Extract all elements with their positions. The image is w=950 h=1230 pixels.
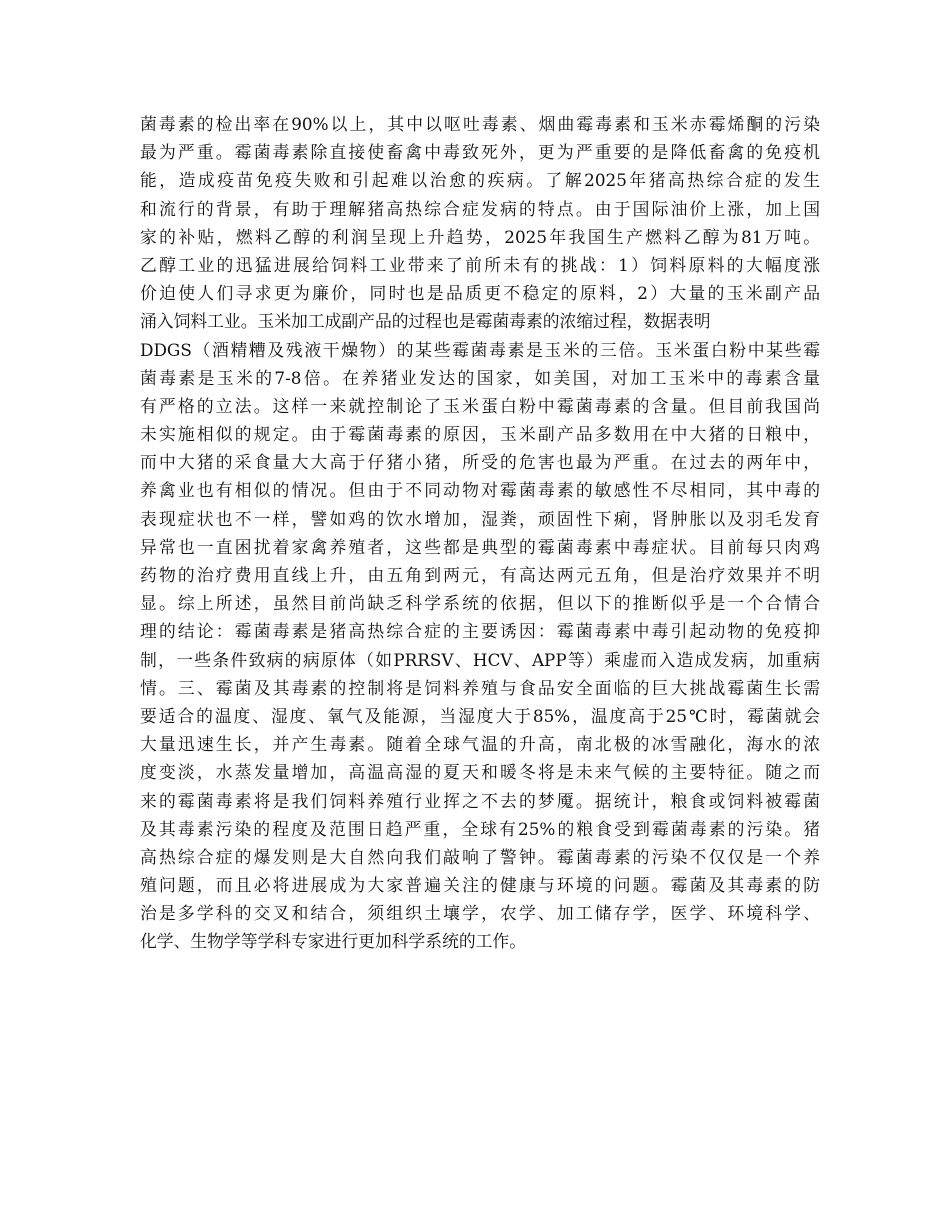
text-line: 制，一些条件致病的病原体（如PRRSV、HCV、APP等）乘虚而入造成发病，加重病	[140, 649, 820, 670]
text-line: 化学、生物学等学科专家进行更加科学系统的工作。	[140, 931, 526, 952]
text-line: 养禽业也有相似的情况。但由于不同动物对霉菌毒素的敏感性不尽相同，其中毒的	[140, 480, 820, 501]
text-line: 高热综合症的爆发则是大自然向我们敲响了警钟。霉菌毒素的污染不仅仅是一个养	[140, 846, 820, 867]
text-line: 未实施相似的规定。由于霉菌毒素的原因，玉米副产品多数用在中大猪的日粮中，	[140, 424, 820, 445]
text-line: 度变淡，水蒸发量增加，高温高湿的夏天和暖冬将是未来气候的主要特征。随之而	[140, 762, 820, 783]
text-line: DDGS（酒精糟及残液干燥物）的某些霉菌毒素是玉米的三倍。玉米蛋白粉中某些霉	[140, 339, 820, 360]
text-line: 理的结论：霉菌毒素是猪高热综合症的主要诱因：霉菌毒素中毒引起动物的免疫抑	[140, 621, 820, 642]
text-line: 要适合的温度、湿度、氧气及能源，当湿度大于85%，温度高于25℃时，霉菌就会	[140, 705, 820, 726]
text-line: 显。综上所述，虽然目前尚缺乏科学系统的依据，但以下的推断似乎是一个合情合	[140, 593, 820, 614]
text-line: 大量迅速生长，并产生毒素。随着全球气温的升高，南北极的冰雪融化，海水的浓	[140, 734, 820, 755]
text-line: 价迫使人们寻求更为廉价，同时也是品质更不稳定的原料，2）大量的玉米副产品	[140, 283, 820, 304]
text-line: 菌毒素的检出率在90%以上，其中以呕吐毒素、烟曲霉毒素和玉米赤霉烯酮的污染	[140, 114, 820, 134]
text-line: 涌入饲料工业。玉米加工成副产品的过程也是霉菌毒素的浓缩过程，数据表明	[140, 311, 711, 332]
text-line: 而中大猪的采食量大大高于仔猪小猪，所受的危害也最为严重。在过去的两年中，	[140, 452, 820, 473]
text-line: 情。三、霉菌及其毒素的控制将是饲料养殖与食品安全面临的巨大挑战霉菌生长需	[140, 677, 820, 698]
text-line: 菌毒素是玉米的7-8倍。在养猪业发达的国家，如美国，对加工玉米中的毒素含量	[140, 367, 820, 388]
text-line: 来的霉菌毒素将是我们饲料养殖行业挥之不去的梦魇。据统计，粮食或饲料被霉菌	[140, 790, 820, 811]
text-line: 最为严重。霉菌毒素除直接使畜禽中毒致死外，更为严重要的是降低畜禽的免疫机	[140, 142, 820, 163]
text-line: 治是多学科的交叉和结合，须组织土壤学，农学、加工储存学，医学、环境科学、	[140, 903, 820, 924]
text-line: 家的补贴，燃料乙醇的利润呈现上升趋势，2025年我国生产燃料乙醇为81万吨。	[140, 226, 820, 247]
text-line: 药物的治疗费用直线上升，由五角到两元，有高达两元五角，但是治疗效果并不明	[140, 565, 820, 585]
text-line: 能，造成疫苗免疫失败和引起难以治愈的疾病。了解2025年猪高热综合症的发生	[140, 170, 820, 191]
text-line: 乙醇工业的迅猛进展给饲料工业带来了前所未有的挑战：1）饲料原料的大幅度涨	[140, 254, 820, 275]
text-line: 异常也一直困扰着家禽养殖者，这些都是典型的霉菌毒素中毒症状。目前每只肉鸡	[140, 536, 820, 557]
text-line: 及其毒素污染的程度及范围日趋严重，全球有25%的粮食受到霉菌毒素的污染。猪	[140, 818, 820, 839]
text-line: 表现症状也不一样，譬如鸡的饮水增加，湿粪，顽固性下痢，肾肿胀以及羽毛发育	[140, 508, 820, 529]
text-line: 有严格的立法。这样一来就控制论了玉米蛋白粉中霉菌毒素的含量。但目前我国尚	[140, 395, 820, 416]
body-paragraph	[140, 110, 820, 956]
text-line: 和流行的背景，有助于理解猪高热综合症发病的特点。由于国际油价上涨，加上国	[140, 198, 820, 219]
text-line: 殖问题，而且必将进展成为大家普遍关注的健康与环境的问题。霉菌及其毒素的防	[140, 875, 820, 896]
